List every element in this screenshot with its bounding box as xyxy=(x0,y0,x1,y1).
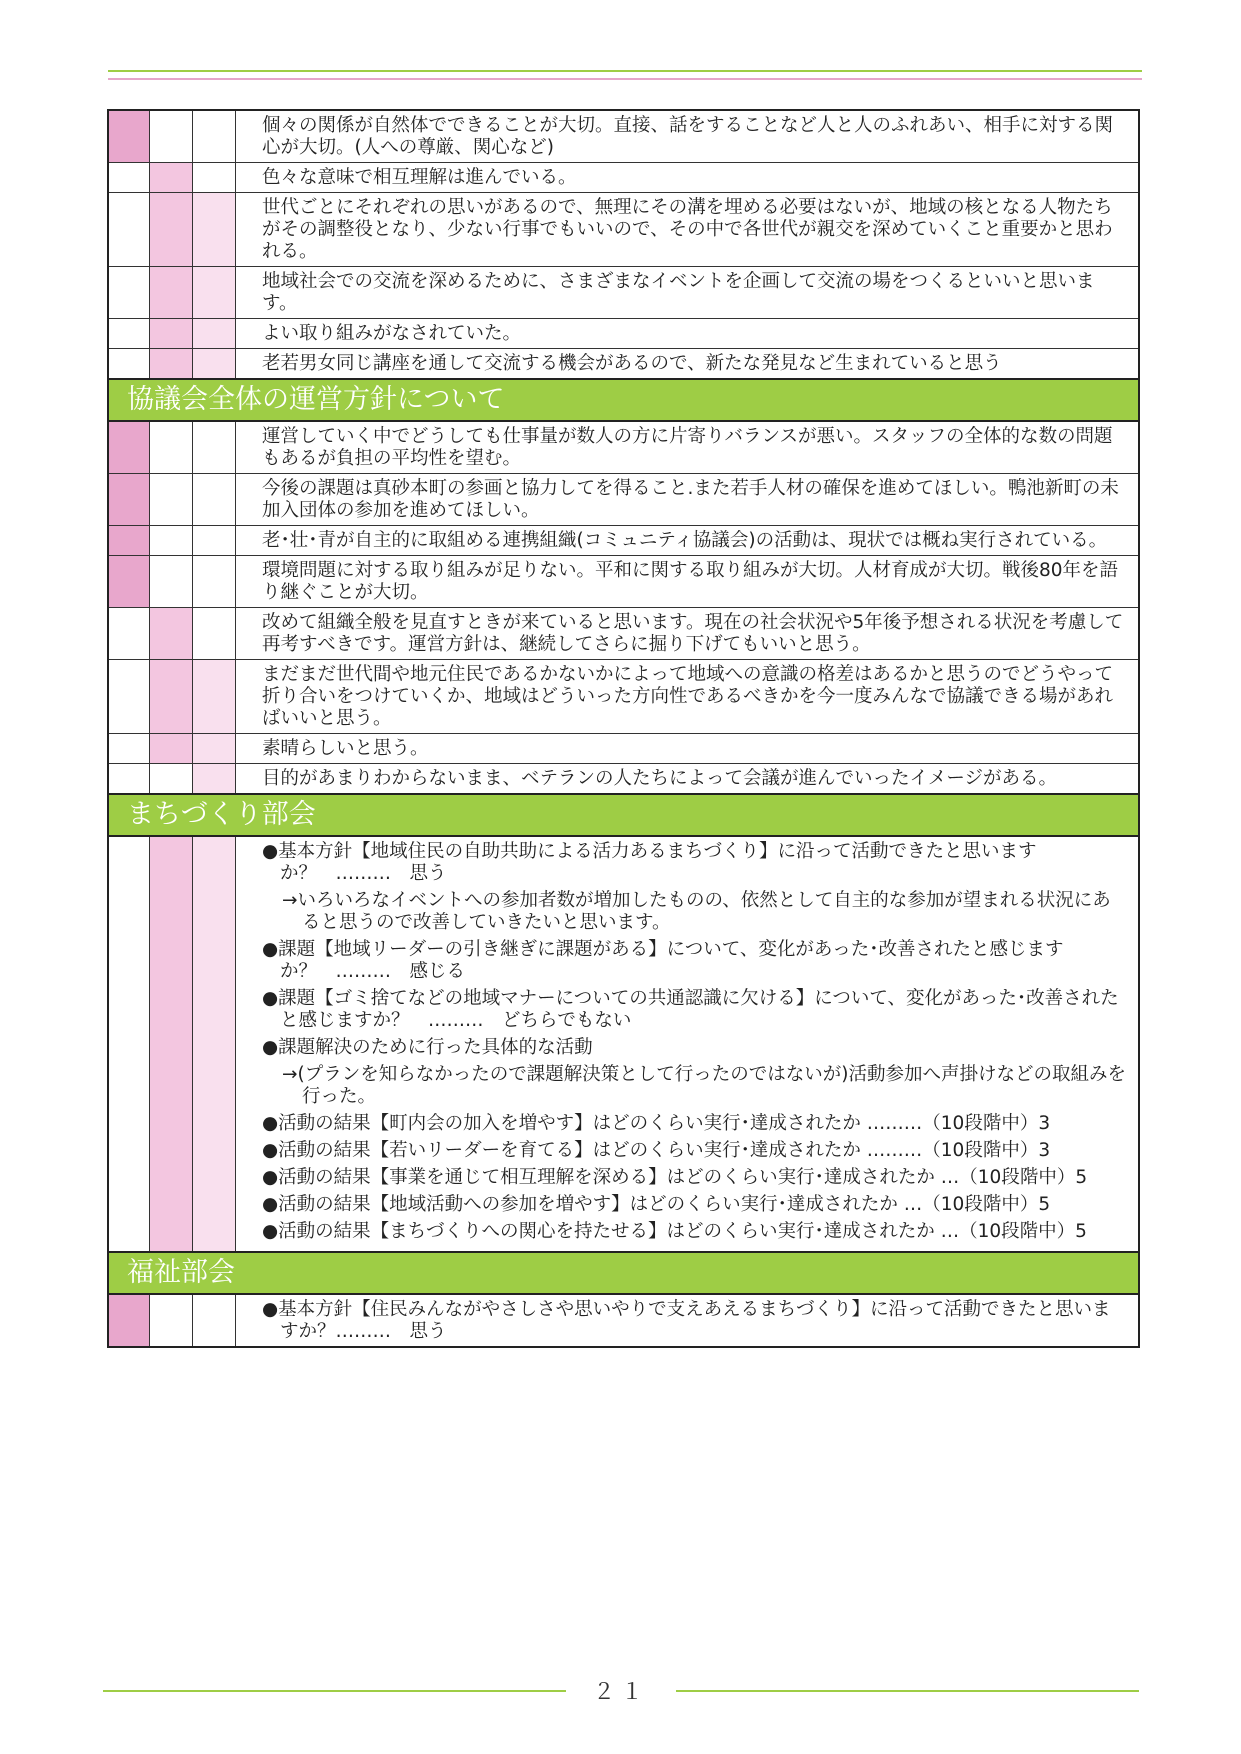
comment-mark-col2 xyxy=(150,764,193,795)
comment-mark-col3 xyxy=(193,193,236,267)
comment-mark-col2 xyxy=(150,608,193,660)
comment-mark-col3 xyxy=(193,474,236,526)
bullet-item: ●活動の結果【事業を通じて相互理解を深める】はどのくらい実行･達成されたか …（10段階中）5 xyxy=(262,1167,1088,1188)
arrow-note: →いろいろなイベントへの参加者数が増加したものの、依然として自主的な参加が望まれる状況にあると思うので改善していきたいと思います。 xyxy=(282,890,1111,933)
comment-mark-col2 xyxy=(150,267,193,319)
machizukuri-text xyxy=(236,836,1140,1252)
comment-mark-col1 xyxy=(108,319,150,349)
bullet-item: ●活動の結果【地域活動への参加を増やす】はどのくらい実行･達成されたか …（10段階中）5 xyxy=(262,1194,1051,1215)
comment-mark-col3 xyxy=(193,556,236,608)
comment-text: 老･壮･青が自主的に取組める連携組織(コミュニティ協議会)の活動は、現状では概ね実行されている。 xyxy=(236,526,1140,556)
comment-row xyxy=(108,349,1139,380)
comment-row xyxy=(108,421,1139,474)
comment-mark-col2 xyxy=(150,163,193,193)
header-rule-pink xyxy=(108,78,1142,80)
comment-mark-col1 xyxy=(108,163,150,193)
section-header-machizukuri xyxy=(108,794,1139,836)
comment-row xyxy=(108,660,1139,734)
comment-mark-col1 xyxy=(108,421,150,474)
bullet-item: ●基本方針【住民みんながやさしさや思いやりで支えあえるまちづくり】に沿って活動できたと思いますか？……… 思う xyxy=(262,1299,1111,1342)
comment-mark-col1 xyxy=(108,110,150,163)
footer-rule-left xyxy=(103,1690,566,1692)
comment-mark-col2 xyxy=(150,526,193,556)
page-number: ２１ xyxy=(592,1680,649,1705)
comment-mark-col1 xyxy=(108,556,150,608)
comment-mark-col1 xyxy=(108,474,150,526)
comment-text: 改めて組織全般を見直すときが来ていると思います。現在の社会状況や5年後予想される状況を考慮して再考すべきです。運営方針は、継続してさらに掘り下げてもいいと思う。 xyxy=(236,608,1140,660)
bullet-item: ●基本方針【地域住民の自助共助による活力あるまちづくり】に沿って活動できたと思いますか？ ……… 思う xyxy=(262,841,1037,884)
arrow-note: →(プランを知らなかったので課題解決策として行ったのではないが)活動参加へ声掛けなどの取組みを行った。 xyxy=(282,1064,1126,1107)
section-header-fukushi xyxy=(108,1252,1139,1294)
comment-row xyxy=(108,734,1139,764)
comment-row xyxy=(108,474,1139,526)
fukushi-mark-col1 xyxy=(108,1294,150,1347)
comment-mark-col3 xyxy=(193,163,236,193)
comment-row xyxy=(108,319,1139,349)
fukushi-text xyxy=(236,1294,1140,1347)
comment-mark-col3 xyxy=(193,608,236,660)
comment-row xyxy=(108,193,1139,267)
comment-mark-col2 xyxy=(150,349,193,380)
comment-text: 今後の課題は真砂本町の参画と協力してを得ること.また若手人材の確保を進めてほしい。鴨池新町の未加入団体の参加を進めてほしい。 xyxy=(236,474,1140,526)
machizukuri-mark-col3 xyxy=(193,836,236,1252)
footer-rule-right xyxy=(676,1690,1139,1692)
comment-mark-col1 xyxy=(108,526,150,556)
comment-text: 環境問題に対する取り組みが足りない。平和に関する取り組みが大切。人材育成が大切。戦後80年を語り継ぐことが大切。 xyxy=(236,556,1140,608)
section-title: まちづくり部会 xyxy=(108,794,1139,836)
comment-mark-col3 xyxy=(193,267,236,319)
section-header-policy xyxy=(108,379,1139,421)
comment-text: 世代ごとにそれぞれの思いがあるので、無理にその溝を埋める必要はないが、地域の核となる人物たちがその調整役となり、少ない行事でもいいので、その中で各世代が親交を深めていくこと重要かと思われる。 xyxy=(236,193,1140,267)
comment-mark-col1 xyxy=(108,764,150,795)
survey-comments-table xyxy=(107,109,1140,1348)
comment-mark-col2 xyxy=(150,319,193,349)
comment-mark-col3 xyxy=(193,526,236,556)
comment-mark-col2 xyxy=(150,660,193,734)
comment-text: よい取り組みがなされていた。 xyxy=(236,319,1140,349)
comment-mark-col2 xyxy=(150,421,193,474)
comment-text: 目的があまりわからないまま、ベテランの人たちによって会議が進んでいったイメージがある。 xyxy=(236,764,1140,795)
header-rule-green xyxy=(108,70,1142,72)
comment-row xyxy=(108,163,1139,193)
comment-mark-col3 xyxy=(193,421,236,474)
comment-row xyxy=(108,556,1139,608)
comment-mark-col2 xyxy=(150,474,193,526)
comment-text: 個々の関係が自然体でできることが大切。直接、話をすることなど人と人のふれあい、相手に対する関心が大切。(人への尊厳、関心など) xyxy=(236,110,1140,163)
comment-text: 素晴らしいと思う。 xyxy=(236,734,1140,764)
comment-text: まだまだ世代間や地元住民であるかないかによって地域への意識の格差はあるかと思うのでどうやって折り合いをつけていくか、地域はどういった方向性であるべきかを今一度みんなで協議できる場があればいいと思う。 xyxy=(236,660,1140,734)
comment-mark-col3 xyxy=(193,764,236,795)
fukushi-mark-col3 xyxy=(193,1294,236,1347)
comment-row xyxy=(108,110,1139,163)
comment-text: 地域社会での交流を深めるために、さまざまなイベントを企画して交流の場をつくるといいと思います。 xyxy=(236,267,1140,319)
comment-row xyxy=(108,764,1139,795)
bullet-item: ●課題【地域リーダーの引き継ぎに課題がある】について、変化があった･改善されたと感じますか？ ……… 感じる xyxy=(262,939,1064,982)
comment-mark-col1 xyxy=(108,349,150,380)
bullet-item: ●活動の結果【若いリーダーを育てる】はどのくらい実行･達成されたか ………（10段階中）3 xyxy=(262,1140,1051,1161)
comment-mark-col1 xyxy=(108,267,150,319)
comment-mark-col3 xyxy=(193,660,236,734)
machizukuri-mark-col2 xyxy=(150,836,193,1252)
comment-mark-col2 xyxy=(150,556,193,608)
fukushi-mark-col2 xyxy=(150,1294,193,1347)
comment-text: 老若男女同じ講座を通して交流する機会があるので、新たな発見など生まれていると思う xyxy=(236,349,1140,380)
comment-mark-col3 xyxy=(193,349,236,380)
section-title: 福祉部会 xyxy=(108,1252,1139,1294)
comment-mark-col3 xyxy=(193,110,236,163)
comment-mark-col3 xyxy=(193,319,236,349)
comment-mark-col2 xyxy=(150,193,193,267)
comment-row xyxy=(108,608,1139,660)
comment-mark-col2 xyxy=(150,110,193,163)
comment-text: 運営していく中でどうしても仕事量が数人の方に片寄りバランスが悪い。スタッフの全体的な数の問題もあるが負担の平均性を望む。 xyxy=(236,421,1140,474)
comment-mark-col1 xyxy=(108,734,150,764)
machizukuri-row xyxy=(108,836,1139,1252)
comment-row xyxy=(108,526,1139,556)
section-title: 協議会全体の運営方針について xyxy=(108,379,1139,421)
comment-mark-col3 xyxy=(193,734,236,764)
fukushi-row xyxy=(108,1294,1139,1347)
comment-mark-col1 xyxy=(108,193,150,267)
bullet-item: ●課題解決のために行った具体的な活動 xyxy=(262,1037,593,1058)
comment-row xyxy=(108,267,1139,319)
machizukuri-mark-col1 xyxy=(108,836,150,1252)
bullet-item: ●課題【ゴミ捨てなどの地域マナーについての共通認識に欠ける】について、変化があった･改善されたと感じますか？ ……… どちらでもない xyxy=(262,988,1119,1031)
comment-mark-col1 xyxy=(108,608,150,660)
bullet-item: ●活動の結果【まちづくりへの関心を持たせる】はどのくらい実行･達成されたか …（10段階中）5 xyxy=(262,1221,1087,1242)
comment-text: 色々な意味で相互理解は進んでいる。 xyxy=(236,163,1140,193)
bullet-item: ●活動の結果【町内会の加入を増やす】はどのくらい実行･達成されたか ………（10段階中）3 xyxy=(262,1113,1051,1134)
comment-mark-col1 xyxy=(108,660,150,734)
comment-mark-col2 xyxy=(150,734,193,764)
